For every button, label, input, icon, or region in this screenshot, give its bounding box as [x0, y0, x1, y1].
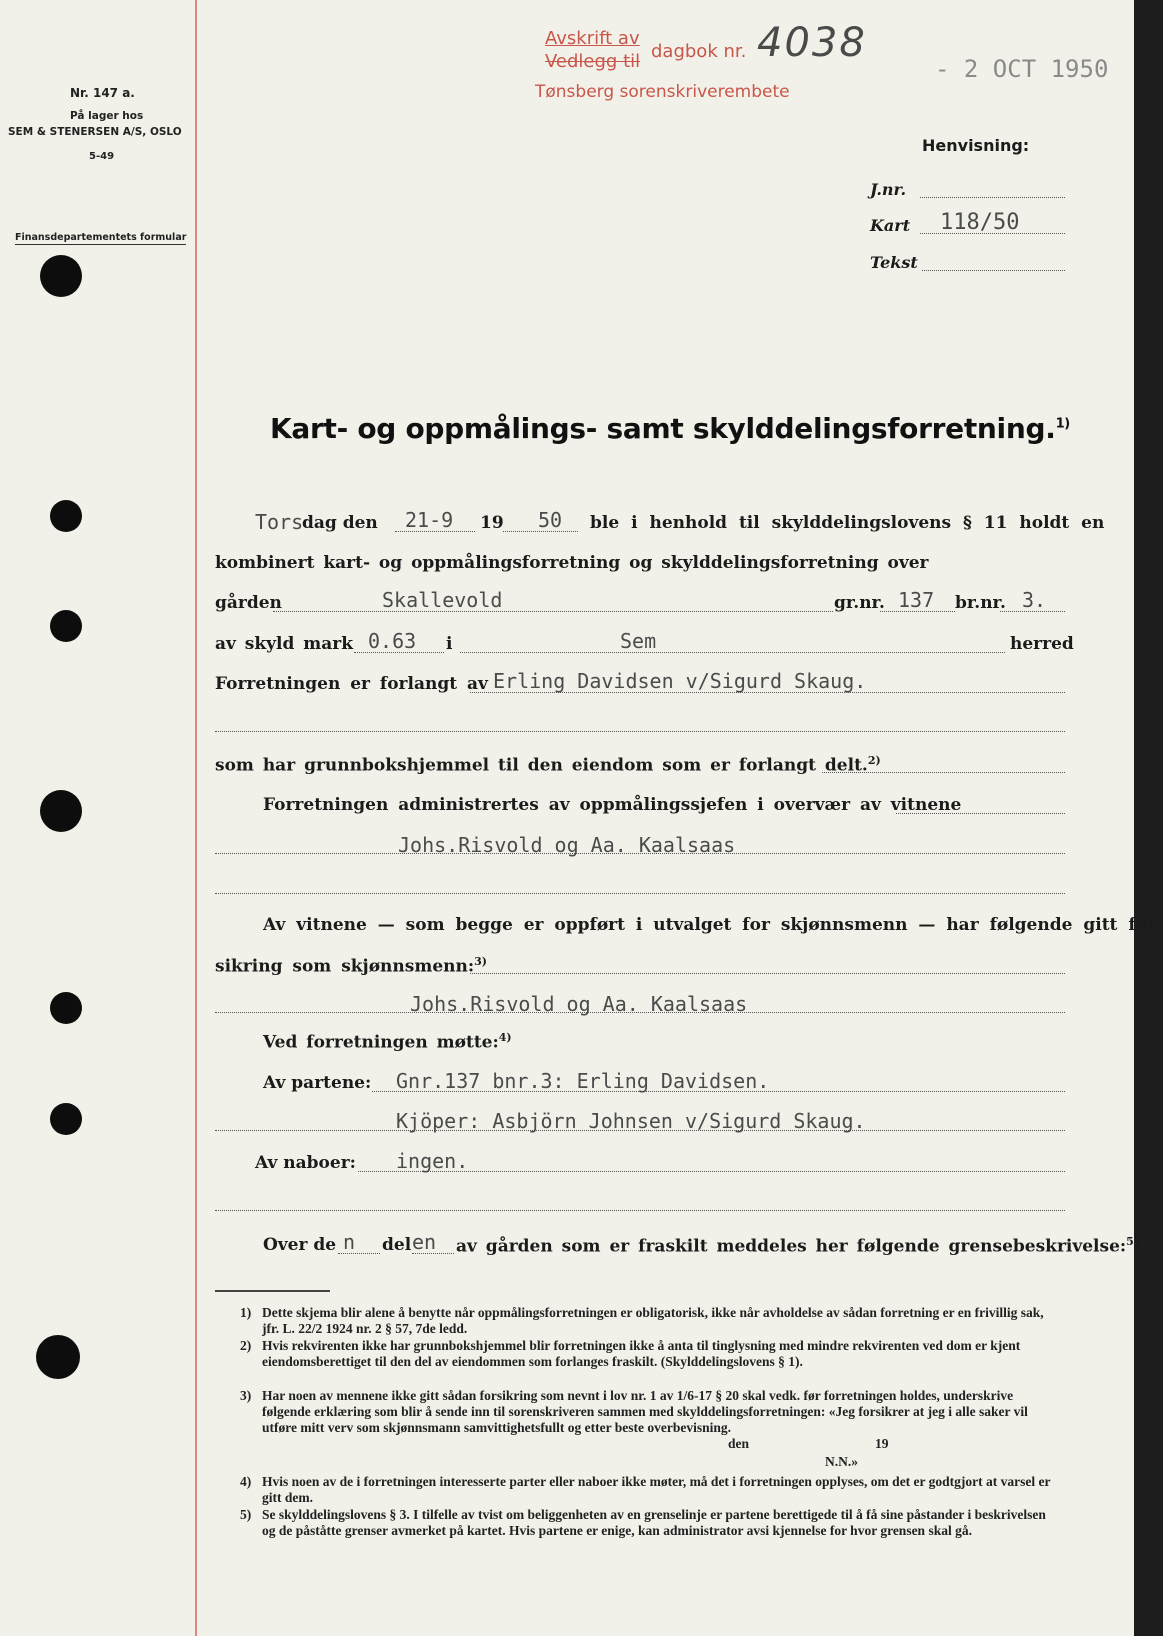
- over-prefix: Over de: [263, 1235, 337, 1255]
- footnote-rule: [215, 1290, 330, 1292]
- gnr-label: gr.nr.: [834, 593, 885, 613]
- stock-line-2: SEM & STENERSEN A/S, OSLO: [8, 126, 182, 138]
- jnr-label: J.nr.: [870, 180, 907, 199]
- skjonn-footnote-mark: 3): [474, 955, 487, 968]
- requested-value: Erling Davidsen v/Sigurd Skaug.: [493, 669, 867, 693]
- stamp-avskrift: Avskrift av: [545, 28, 640, 49]
- footnote-3-nn: N.N.»: [825, 1454, 858, 1469]
- herred-label: herred: [1010, 634, 1074, 654]
- partene-line2: Kjöper: Asbjörn Johnsen v/Sigurd Skaug.: [396, 1109, 866, 1133]
- stamp-date: - 2 OCT 1950: [935, 55, 1109, 83]
- kart-label: Kart: [870, 216, 911, 235]
- punch-hole: [50, 500, 82, 532]
- footnote-mark: 2): [240, 1338, 252, 1353]
- naboer-label: Av naboer:: [255, 1153, 356, 1173]
- stamp-vedlegg: Vedlegg til: [545, 51, 641, 72]
- i-label: i: [446, 634, 453, 654]
- mote-label: [263, 1031, 512, 1053]
- footnote-mark: 1): [240, 1305, 252, 1320]
- punch-hole: [50, 992, 82, 1024]
- hjemmel-label: som har grunnbokshjemmel til den eiendom som er forlangt delt.: [215, 755, 868, 776]
- footnote-3: [240, 1388, 1062, 1436]
- footnote-2: [240, 1338, 1062, 1370]
- date-day: 21-9: [405, 508, 454, 532]
- footnote-mark: 3): [240, 1388, 252, 1403]
- mote-text: Ved forretningen møtte:: [263, 1032, 499, 1053]
- stamp-office: Tønsberg sorenskriverembete: [535, 82, 790, 102]
- over-rest-text: av gården som er fraskilt meddeles her følgende grensebeskrivelse:: [456, 1236, 1127, 1257]
- gnr-value: 137: [898, 588, 935, 612]
- witnesses: Johs.Risvold og Aa. Kaalsaas: [398, 833, 736, 857]
- punch-hole: [40, 255, 82, 297]
- skjonn-line2: [215, 955, 487, 977]
- requested-label: Forretningen er forlangt av: [215, 674, 488, 694]
- farm-value: Skallevold: [382, 588, 503, 612]
- footnote-text: Dette skjema blir alene å benytte når oppmålingsforretningen er obligatorisk, ikke når avholdelse av sådan forretning er en frivillig sak, jfr. L. 22/2 1924 nr. 2 § 57, 7de ledd.: [262, 1305, 1044, 1336]
- dagbok-number: 4038: [757, 20, 867, 66]
- weekday-printed: dag den: [302, 513, 378, 533]
- partene-label: Av partene:: [263, 1073, 372, 1093]
- herred-value: Sem: [620, 629, 657, 653]
- footnote-5: [240, 1507, 1062, 1539]
- document-title: [270, 412, 1070, 445]
- punch-hole: [40, 790, 82, 832]
- skyld-value: 0.63: [368, 629, 417, 653]
- mote-footnote-mark: 4): [498, 1031, 512, 1044]
- bnr-value: 3.: [1022, 588, 1047, 612]
- footnote-mark: 4): [240, 1474, 252, 1489]
- hjemmel-text: [215, 754, 881, 776]
- naboer-value: ingen.: [396, 1149, 469, 1173]
- weekday-typed: Tors: [255, 510, 304, 534]
- title-text: Kart- og oppmålings- samt skylddelingsforretning.: [270, 412, 1056, 445]
- over-del: del: [382, 1235, 412, 1255]
- hjemmel-footnote-mark: 2): [867, 754, 881, 767]
- over-fill2: en: [412, 1230, 437, 1254]
- footnote-1: [240, 1305, 1062, 1337]
- form-number: Nr. 147 a.: [70, 86, 135, 100]
- skjonnsmenn: Johs.Risvold og Aa. Kaalsaas: [410, 992, 748, 1016]
- reference-heading: Henvisning:: [922, 136, 1030, 155]
- skyld-label: av skyld mark: [215, 634, 354, 654]
- ministry-label: Finansdepartementets formular: [15, 232, 187, 243]
- partene-line1: Gnr.137 bnr.3: Erling Davidsen.: [396, 1069, 770, 1093]
- admin-text: Forretningen administrertes av oppmålingssjefen i overvær av vitnene: [263, 795, 962, 815]
- year-prefix: 19: [480, 513, 504, 533]
- footnote-4: [240, 1474, 1062, 1506]
- over-fill1: n: [343, 1230, 356, 1254]
- stock-line-1: På lager hos: [70, 110, 144, 122]
- farm-label: gården: [215, 593, 282, 613]
- footnote-text: Har noen av mennene ikke gitt sådan forsikring som nevnt i lov nr. 1 av 1/6-17 § 20 skal vedk. før forretningen holdes, underskrive følgende erklæring som blir å sende inn til sorenskriveren sammen med skylddelingsforretningen: «Jeg forsikrer at jeg i alle saker vil utføre mitt verv som skjønnsmann samvittighetsfullt og etter beste overbevisning.: [262, 1388, 1028, 1435]
- footnote-3-year: 19: [875, 1436, 889, 1451]
- title-footnote-mark: 1): [1055, 416, 1070, 432]
- kart-value: 118/50: [940, 210, 1020, 235]
- footnote-text: Se skylddelingslovens § 3. I tilfelle av tvist om beliggenheten av en grenselinje er partene berettigede til å få sine påstander i beskrivelsen og de påståtte grenser avmerket på kartet. Hvis partene er enige, kan administrator avsi kjennelse for hvor grensen skal gå.: [262, 1507, 1046, 1538]
- bnr-label: br.nr.: [955, 593, 1006, 613]
- line2: kombinert kart- og oppmålingsforretning og skylddelingsforretning over: [215, 553, 929, 573]
- tekst-label: Tekst: [870, 253, 918, 272]
- stock-code: 5-49: [89, 151, 115, 162]
- footnote-3-den: den: [728, 1436, 750, 1451]
- year-suffix: 50: [538, 508, 563, 532]
- skjonn-label: sikring som skjønnsmenn:: [215, 956, 475, 977]
- footnote-mark: 5): [240, 1507, 252, 1522]
- over-footnote-mark: 5): [1126, 1235, 1140, 1248]
- punch-hole: [36, 1335, 80, 1379]
- over-rest: [456, 1235, 1139, 1257]
- stamp-dagbok: dagbok nr.: [651, 41, 747, 62]
- punch-hole: [50, 610, 82, 642]
- punch-hole: [50, 1103, 82, 1135]
- margin-line: [195, 0, 197, 1636]
- skjonn-line1: Av vitnene — som begge er oppført i utvalget for skjønnsmenn — har følgende gitt for-: [263, 915, 1163, 935]
- line1-rest: ble i henhold til skylddelingslovens § 11 holdt en: [590, 513, 1105, 533]
- footnote-text: Hvis rekvirenten ikke har grunnbokshjemmel blir forretningen ikke å anta til tinglysning med mindre rekvirenten ved dom er kjent eiendomsberettiget til den del av eiendommen som forlanges fraskilt. (Skylddelingslovens § 1).: [262, 1338, 1021, 1369]
- footnote-text: Hvis noen av de i forretningen interesserte parter eller naboer ikke møter, må det i forretningen opplyses, om det er godtgjort at varsel er gitt dem.: [262, 1474, 1051, 1505]
